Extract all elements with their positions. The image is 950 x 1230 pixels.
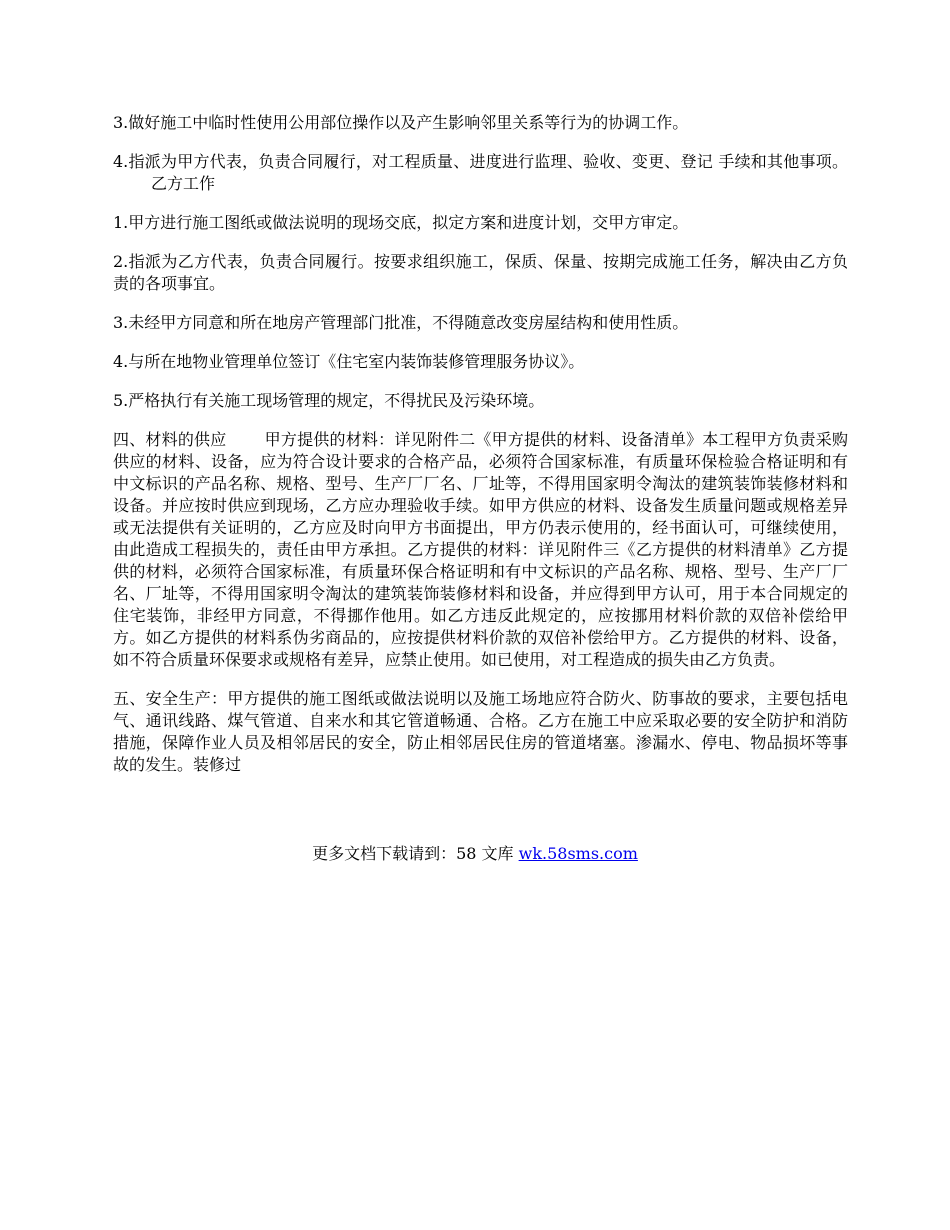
paragraph-8-body: 甲方提供的材料：详见附件二《甲方提供的材料、设备清单》本工程甲方负责采购供应的材料、设备，应为符合设计要求的合格产品，必须符合国家标准，有质量环保检验合格证明和有中文标识的产品名称、规格、型号、生产厂厂名、厂址等，不得用国家明令淘汰的建筑装饰装修材料和设备。并应按时供应到现场，乙方应办理验收手续。如甲方供应的材料、设备发生质量问题或规格差异或无法提供有关证明的，乙方应及时向甲方书面提出，甲方仍表示使用的，经书面认可，可继续使用，由此造成工程损失的，责任由甲方承担。乙方提供的材料：详见附件三《乙方提供的材料清单》乙方提供的材料，必须符合国家标准，有质量环保合格证明和有中文标识的产品名称、规格、型号、生产厂厂名、厂址等，不得用国家明令淘汰的建筑装饰装修材料和设备，并应得到甲方认可，用于本合同规定的住宅装饰，非经甲方同意，不得挪作他用。如乙方违反此规定的，应按挪用材料价款的双倍补偿给甲方。如乙方提供的材料系伪劣商品的，应按提供材料价款的双倍补偿给甲方。乙方提供的材料、设备，如不符合质量环保要求或规格有差异，应禁止使用。如已使用，对工程造成的损失由乙方负责。	[113, 430, 848, 669]
paragraph-2-main: 4.指派为甲方代表，负责合同履行，对工程质量、进度进行监理、验收、变更、登记 手续和其他事项。	[113, 152, 848, 171]
section-heading-party-b-work: 乙方工作	[151, 174, 216, 193]
paragraph-8	[113, 429, 848, 671]
paragraph-2	[113, 151, 848, 195]
footer	[0, 843, 950, 865]
paragraph-4: 2.指派为乙方代表，负责合同履行。按要求组织施工，保质、保量、按期完成施工任务，解决由乙方负责的各项事宜。	[113, 252, 848, 293]
paragraph-9: 五、安全生产：甲方提供的施工图纸或做法说明以及施工场地应符合防火、防事故的要求，主要包括电气、通讯线路、煤气管道、自来水和其它管道畅通、合格。乙方在施工中应采取必要的安全防护和消防措施，保障作业人员及相邻居民的安全，防止相邻居民住房的管道堵塞。渗漏水、停电、物品损坏等事故的发生。装修过	[113, 689, 848, 774]
paragraph-3: 1.甲方进行施工图纸或做法说明的现场交底，拟定方案和进度计划，交甲方审定。	[113, 213, 689, 232]
footer-link[interactable]: wk.58sms.com	[518, 844, 638, 863]
paragraph-5: 3.未经甲方同意和所在地房产管理部门批准，不得随意改变房屋结构和使用性质。	[113, 313, 689, 332]
section-heading-materials: 四、材料的供应	[113, 430, 227, 449]
paragraph-1: 3.做好施工中临时性使用公用部位操作以及产生影响邻里关系等行为的协调工作。	[113, 113, 689, 132]
footer-text: 更多文档下载请到：58 文库	[312, 844, 519, 863]
document-body	[113, 112, 848, 793]
paragraph-7: 5.严格执行有关施工现场管理的规定，不得扰民及污染环境。	[113, 391, 545, 410]
paragraph-6: 4.与所在地物业管理单位签订《住宅室内装饰装修管理服务协议》。	[113, 352, 585, 371]
